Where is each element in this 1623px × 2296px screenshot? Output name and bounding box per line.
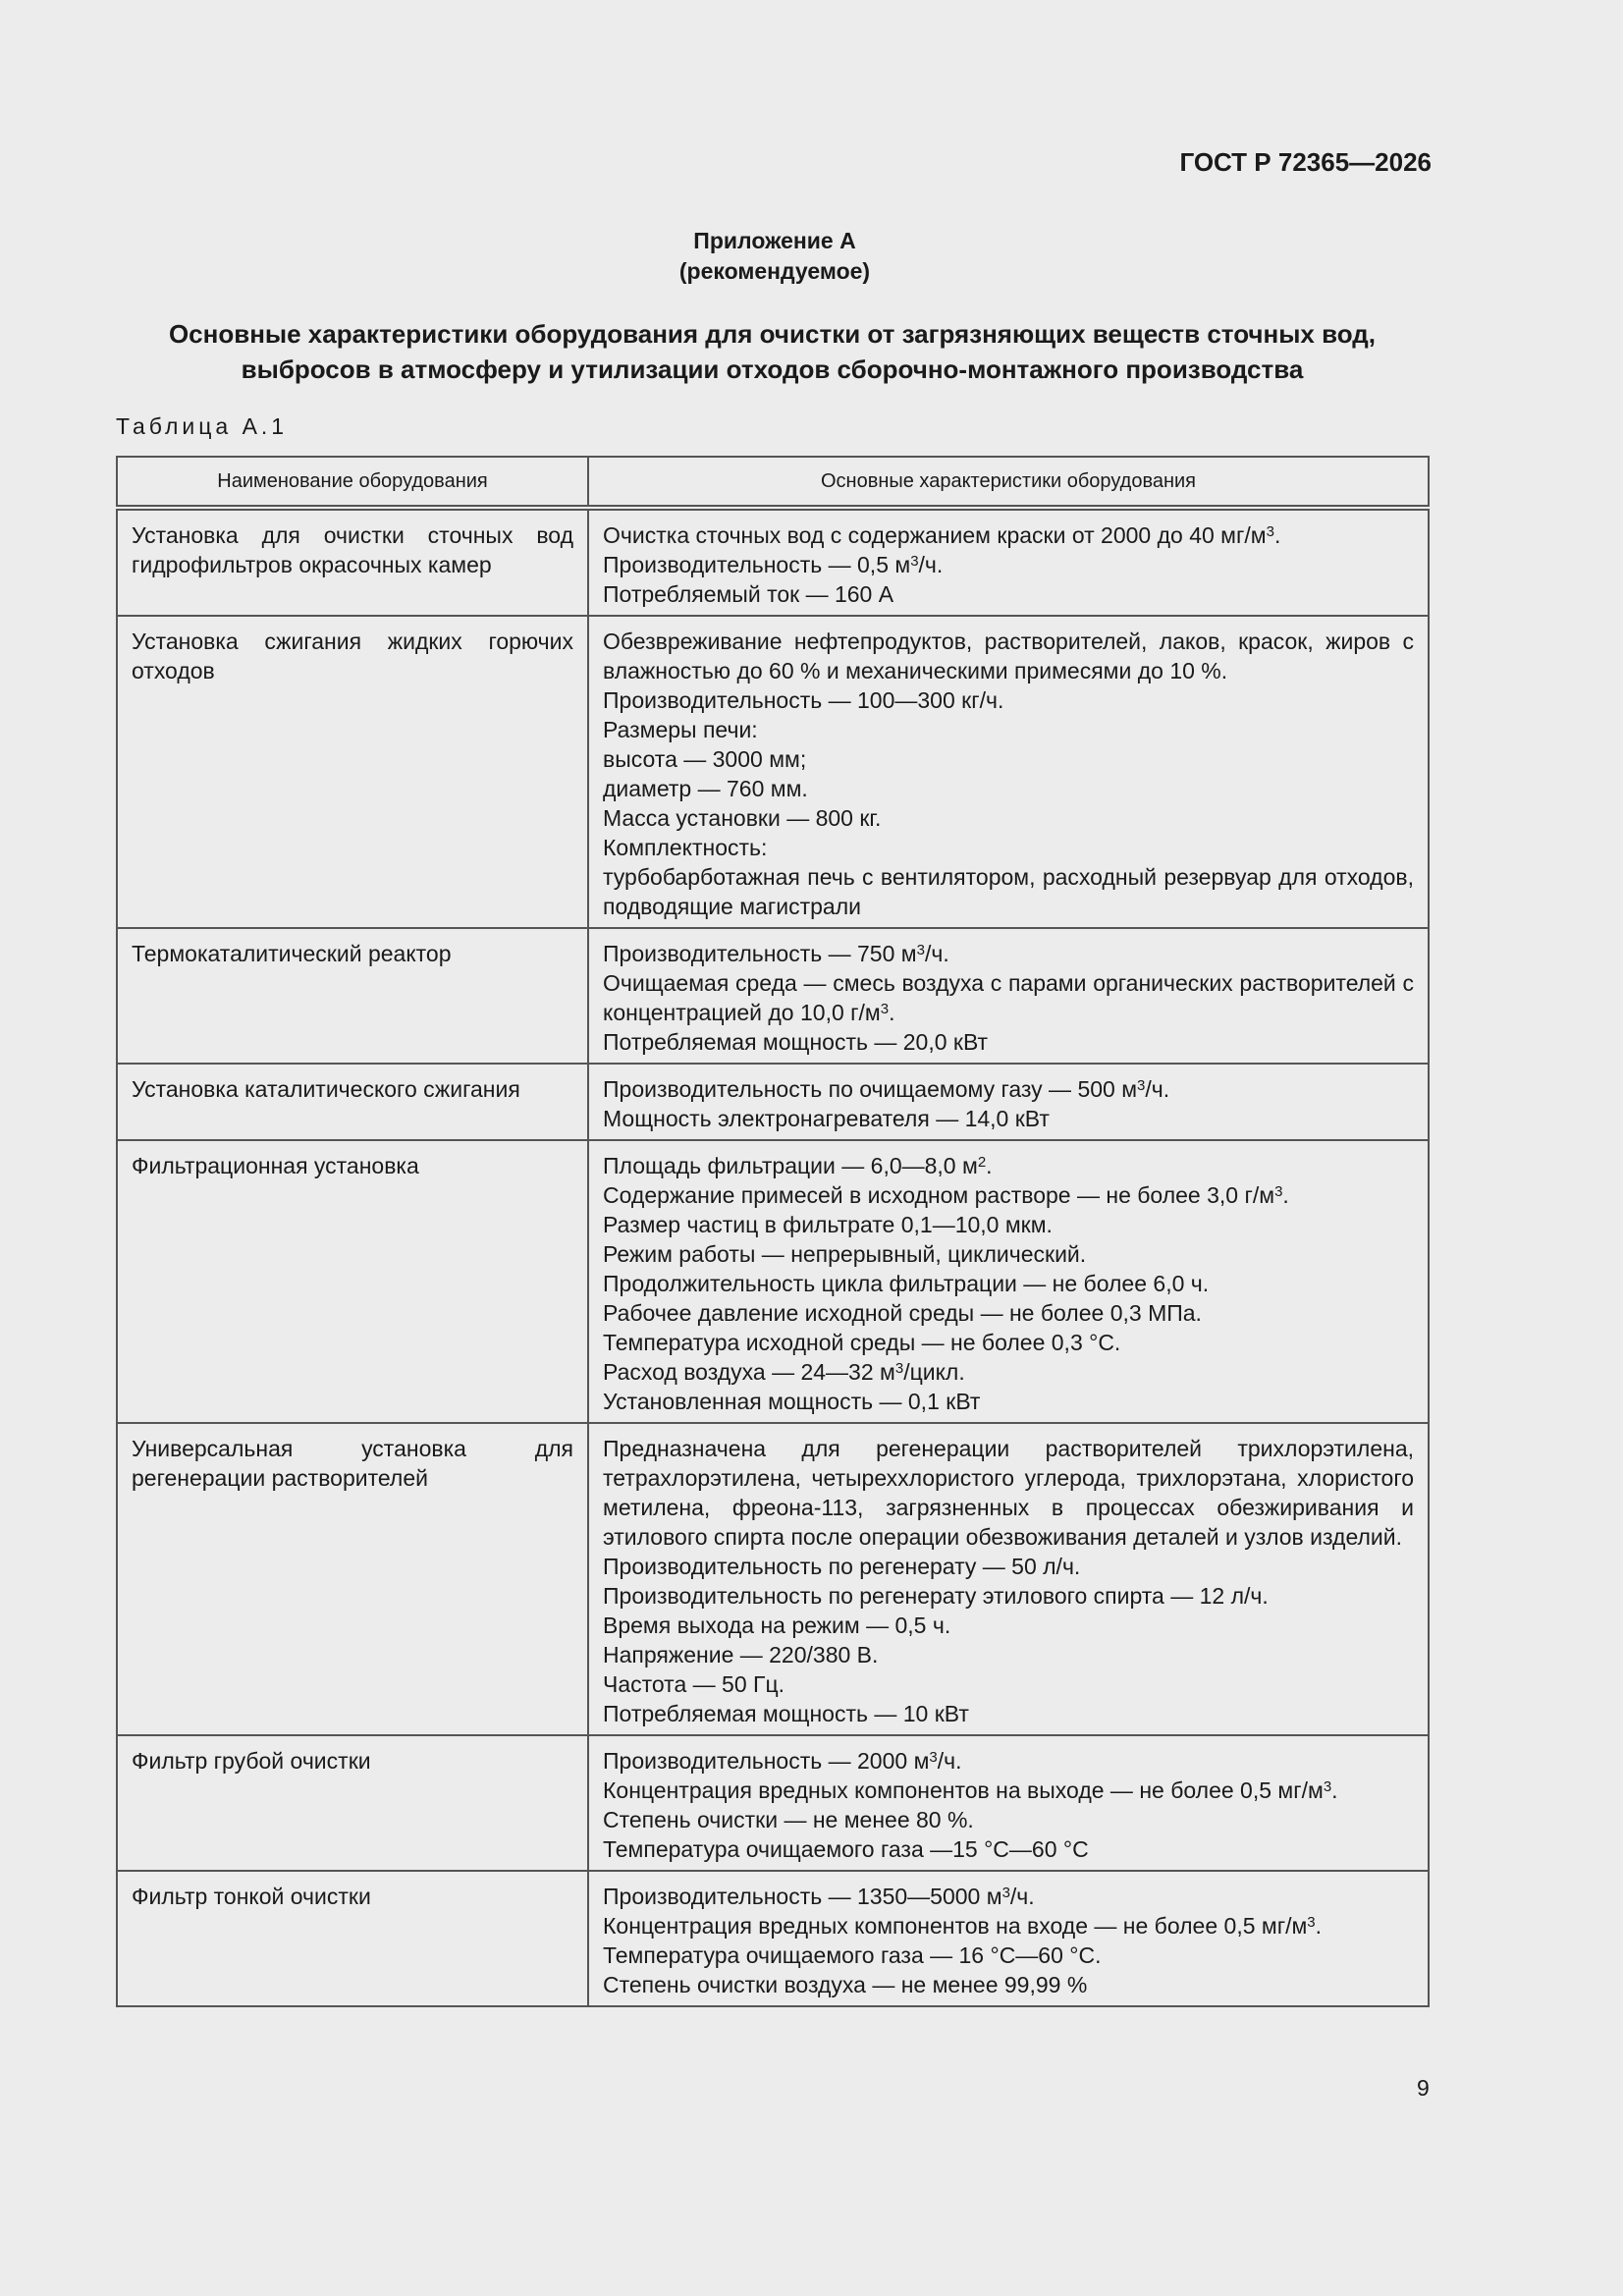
characteristic-line: Температура очищаемого газа — 16 °С—60 °С. xyxy=(603,1942,1102,1968)
table-row xyxy=(117,1423,1429,1735)
appendix-heading xyxy=(0,226,1549,287)
characteristic-line: Расход воздуха — 24—32 $м^3$/цикл. xyxy=(603,1359,965,1385)
characteristic-line: Степень очистки — не менее 80 %. xyxy=(603,1807,974,1832)
characteristic-line: Температура исходной среды — не более 0,3 °С. xyxy=(603,1330,1121,1355)
table-row xyxy=(117,1140,1429,1423)
table-caption: Таблица А.1 xyxy=(116,413,289,439)
title-line-2: выбросов в атмосферу и утилизации отходов сборочно-монтажного производства xyxy=(241,355,1304,384)
characteristic-line: Содержание примесей в исходном растворе — не более 3,0 $г/м^3$. xyxy=(603,1182,1289,1208)
table-row xyxy=(117,1064,1429,1140)
characteristics-cell xyxy=(588,616,1429,928)
characteristics-cell xyxy=(588,1064,1429,1140)
title-line-1: Основные характеристики оборудования для очистки от загрязняющих веществ сточных вод, xyxy=(168,319,1377,349)
characteristic-line: Производительность — 0,5 $м^3/ч$. xyxy=(603,552,944,577)
characteristic-line: Концентрация вредных компонентов на выходе — не более 0,5 $мг/м^3$. xyxy=(603,1777,1338,1803)
characteristic-line: Потребляемый ток — 160 А xyxy=(603,581,894,607)
characteristics-cell xyxy=(588,928,1429,1064)
equipment-table xyxy=(116,456,1430,2007)
table-row xyxy=(117,928,1429,1064)
equipment-name-cell: Фильтрационная установка xyxy=(117,1140,588,1423)
characteristic-line: Рабочее давление исходной среды — не более 0,3 МПа. xyxy=(603,1300,1202,1326)
characteristic-line: Очищаемая среда — смесь воздуха с парами органических растворителей с концентрацией до 10,0 $г/м^3$. xyxy=(603,970,1414,1025)
characteristic-line: диаметр — 760 мм. xyxy=(603,776,808,801)
characteristic-line: Очистка сточных вод с содержанием краски от 2000 до 40 $мг/м^3$. xyxy=(603,522,1281,548)
standard-number: ГОСТ Р 72365—2026 xyxy=(1179,147,1432,177)
equipment-name-cell: Установка каталитического сжигания xyxy=(117,1064,588,1140)
characteristic-line: Режим работы — непрерывный, циклический. xyxy=(603,1241,1087,1267)
table-row xyxy=(117,1735,1429,1871)
characteristics-cell xyxy=(588,1871,1429,2006)
document-title xyxy=(116,316,1429,387)
characteristic-line: Обезвреживание нефтепродуктов, растворителей, лаков, красок, жиров с влажностью до 60 % и механическими примесями до 10 %. xyxy=(603,629,1414,683)
characteristic-line: высота — 3000 мм; xyxy=(603,746,807,772)
characteristic-line: Установленная мощность — 0,1 кВт xyxy=(603,1389,981,1414)
table-header-row xyxy=(117,457,1429,508)
characteristic-line: Потребляемая мощность — 20,0 кВт xyxy=(603,1029,989,1055)
characteristic-line: Степень очистки воздуха — не менее 99,99 % xyxy=(603,1972,1088,1997)
characteristic-line: Масса установки — 800 кг. xyxy=(603,805,882,831)
characteristic-line: Концентрация вредных компонентов на входе — не более 0,5 $мг/м^3$. xyxy=(603,1913,1323,1939)
characteristic-line: Производительность — 2000 $м^3/ч$. xyxy=(603,1748,962,1774)
characteristics-cell xyxy=(588,1735,1429,1871)
characteristic-line: Размер частиц в фильтрате 0,1—10,0 мкм. xyxy=(603,1212,1053,1237)
characteristic-line: Производительность — 100—300 кг/ч. xyxy=(603,687,1004,713)
table-row xyxy=(117,508,1429,616)
characteristic-line: Мощность электронагревателя — 14,0 кВт xyxy=(603,1106,1050,1131)
characteristic-line: Комплектность: xyxy=(603,835,768,860)
equipment-name-cell: Фильтр грубой очистки xyxy=(117,1735,588,1871)
equipment-name-cell: Установка сжигания жидких горючих отходов xyxy=(117,616,588,928)
equipment-name-cell: Универсальная установка для регенерации растворителей xyxy=(117,1423,588,1735)
column-header-equipment-name: Наименование оборудования xyxy=(117,457,588,508)
table-row xyxy=(117,1871,1429,2006)
equipment-name-cell: Термокаталитический реактор xyxy=(117,928,588,1064)
equipment-name-cell: Фильтр тонкой очистки xyxy=(117,1871,588,2006)
column-header-characteristics: Основные характеристики оборудования xyxy=(588,457,1429,508)
table-row xyxy=(117,616,1429,928)
characteristic-line: Размеры печи: xyxy=(603,717,758,742)
characteristic-line: Производительность по регенерату этилового спирта — 12 л/ч. xyxy=(603,1583,1269,1609)
page-number: 9 xyxy=(1417,2075,1430,2101)
characteristic-line: Производительность — 1350—5000 $м^3/ч$. xyxy=(603,1884,1035,1909)
characteristic-line: Частота — 50 Гц. xyxy=(603,1671,785,1697)
appendix-status: (рекомендуемое) xyxy=(678,258,871,284)
characteristic-line: Предназначена для регенерации растворителей трихлорэтилена, тетрахлорэтилена, четыреххлористого углерода, трихлорэтана, хлористого метилена, фреона-113, загрязненных в процессах обезжиривания и этилового спирта после операции обезвоживания деталей и узлов изделий. xyxy=(603,1436,1414,1550)
appendix-label: Приложение А xyxy=(693,228,856,253)
characteristic-line: турбобарботажная печь с вентилятором, расходный резервуар для отходов, подводящие магистрали xyxy=(603,864,1414,919)
characteristic-line: Площадь фильтрации — 6,0—8,0 $м^2$. xyxy=(603,1153,993,1178)
equipment-name-cell: Установка для очистки сточных вод гидрофильтров окрасочных камер xyxy=(117,508,588,616)
characteristics-cell xyxy=(588,1140,1429,1423)
characteristic-line: Производительность по очищаемому газу — 500 $м^3/ч$. xyxy=(603,1076,1170,1102)
characteristic-line: Производительность — 750 $м^3/ч$. xyxy=(603,941,949,966)
characteristic-line: Время выхода на режим — 0,5 ч. xyxy=(603,1613,951,1638)
characteristic-line: Температура очищаемого газа —15 °С—60 °С xyxy=(603,1836,1089,1862)
characteristics-cell xyxy=(588,508,1429,616)
characteristic-line: Напряжение — 220/380 В. xyxy=(603,1642,879,1667)
characteristic-line: Производительность по регенерату — 50 л/ч. xyxy=(603,1554,1081,1579)
characteristic-line: Потребляемая мощность — 10 кВт xyxy=(603,1701,969,1726)
characteristics-cell xyxy=(588,1423,1429,1735)
characteristic-line: Продолжительность цикла фильтрации — не более 6,0 ч. xyxy=(603,1271,1210,1296)
